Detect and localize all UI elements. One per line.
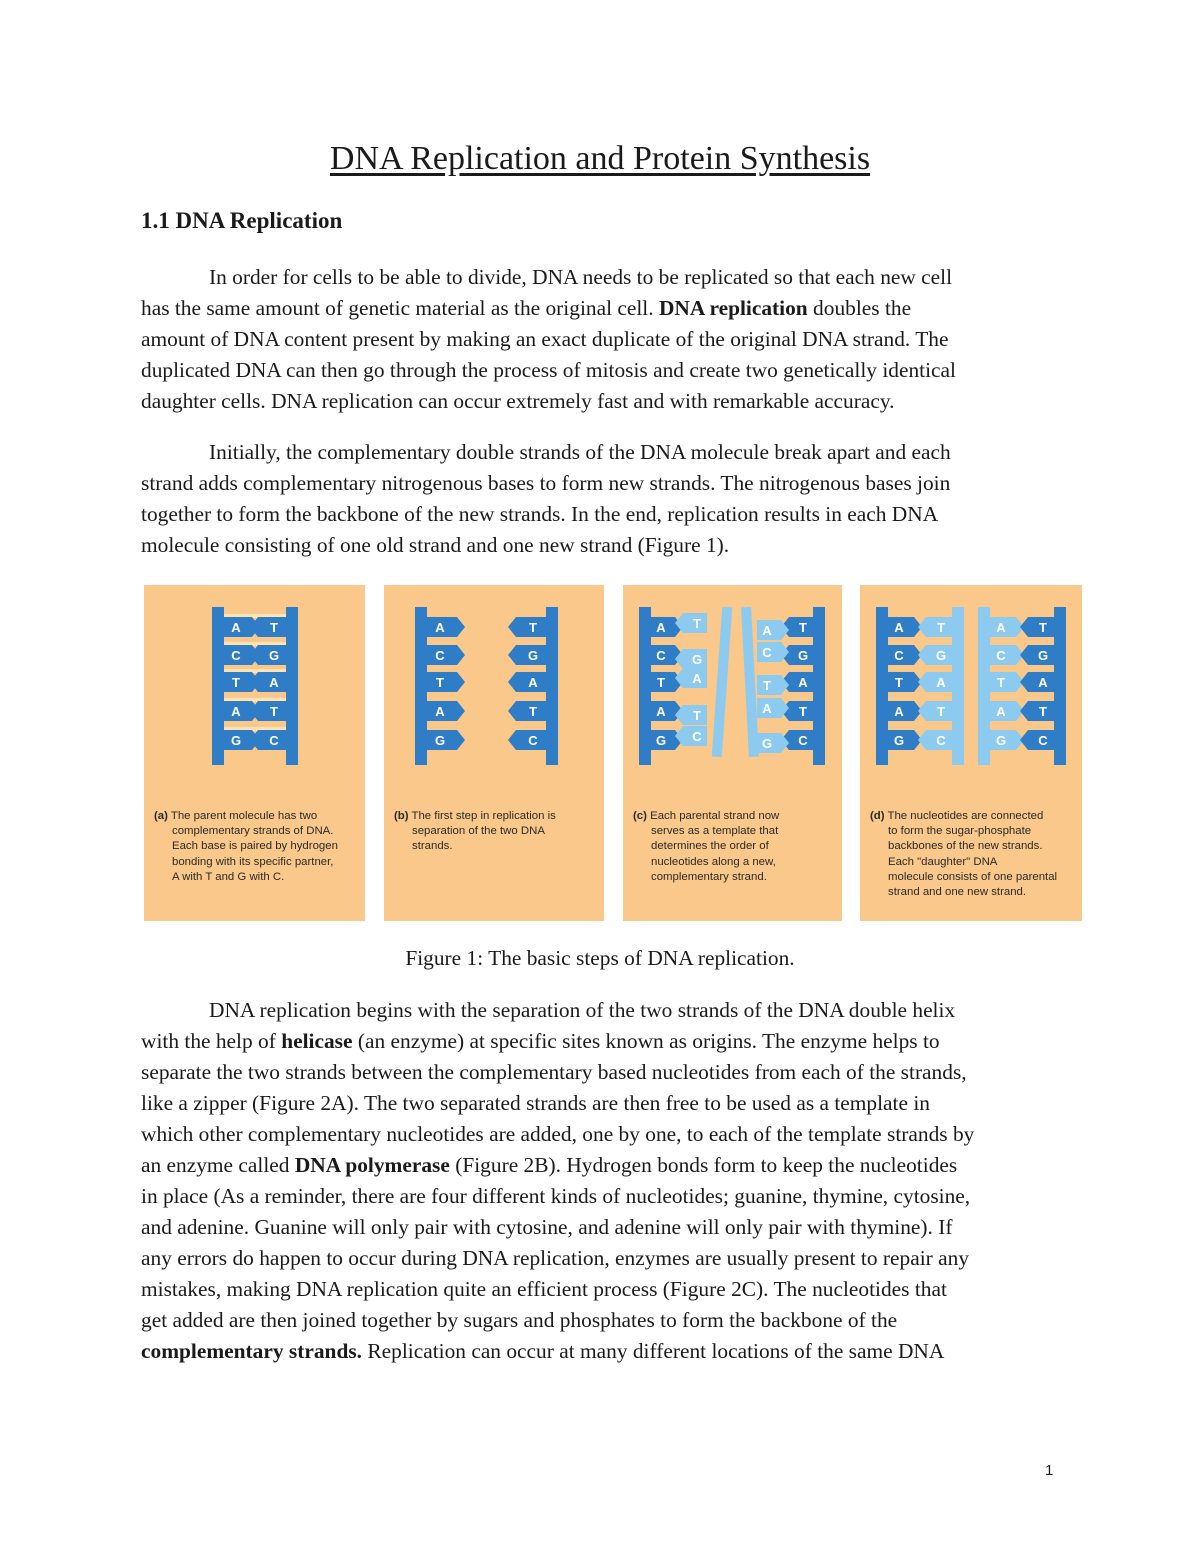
new-nucleotide-label: G [995,733,1007,748]
base-right [508,672,546,692]
text-line: duplicated DNA can then go through the process of mitosis and create two genetically identical [141,358,956,382]
text-line: get added are then joined together by sugars and phosphates to form the backbone of the [141,1308,898,1332]
base-right-label: A [1038,675,1048,690]
new-nucleotide-label: A [996,704,1006,719]
base-right-label: G [797,648,809,663]
base-right-label: T [799,620,807,635]
new-nucleotide-label: A [996,620,1006,635]
base-right-label: C [528,733,538,748]
parent-strand-right [546,607,558,765]
base-left-label: C [231,648,241,663]
base-right-label: A [798,675,808,690]
base-right-label: A [528,675,538,690]
base-right [250,730,286,750]
text-line: mistakes, making DNA replication quite an efficient process (Figure 2C). The nucleotides that [141,1277,947,1301]
base-left [888,701,922,721]
new-nucleotide [918,730,952,750]
base-left-label: G [230,733,242,748]
base-right-label: C [269,733,279,748]
base-right-label: T [1039,704,1047,719]
new-nucleotide-label: A [762,623,772,638]
new-nucleotide [918,672,952,692]
base-left-label: C [894,648,904,663]
base-right-label: T [270,704,278,719]
base-right [1020,672,1054,692]
new-nucleotide [918,701,952,721]
base-left [427,645,465,665]
base-right [1020,617,1054,637]
new-nucleotide-label: T [693,616,701,631]
text-line: separate the two strands between the complementary based nucleotides from each of the strands, [141,1060,967,1084]
base-right [508,617,546,637]
bold-term: DNA polymerase [294,1153,450,1177]
parent-strand-left [212,607,224,765]
base-left-label: A [231,620,241,635]
parent-strand-left [415,607,427,765]
new-strand-forming [741,607,759,757]
base-left [427,617,465,637]
text-line: In order for cells to be able to divide, DNA needs to be replicated so that each new cell [209,265,953,289]
page-number: 1 [1045,1462,1054,1479]
paragraph-3 [141,995,1071,1367]
base-left-label: T [436,675,444,690]
text-line: molecule consisting of one old strand and one new strand (Figure 1). [141,533,730,557]
figure-panel-a [144,585,365,921]
base-left-label: T [232,675,240,690]
base-left-label: G [655,733,667,748]
paragraph-2 [141,437,1071,561]
base-left-label: A [894,704,904,719]
figure-panel-b [384,585,604,921]
section-heading: 1.1 DNA Replication [141,208,343,233]
base-left-label: G [434,733,446,748]
base-left-label: C [656,648,666,663]
base-right-label: A [269,675,279,690]
base-left [427,730,465,750]
base-right [508,701,546,721]
parent-strand-left [639,607,651,765]
new-nucleotide-label: C [692,729,702,744]
new-nucleotide [918,617,952,637]
new-nucleotide-label: G [761,736,773,751]
text-line: together to form the backbone of the new strands. In the end, replication results in each DNA [141,502,939,526]
text-line: amount of DNA content present by making an exact duplicate of the original DNA strand. The [141,327,949,351]
parent-strand-right [1054,607,1066,765]
new-nucleotide-label: T [763,678,771,693]
base-right-label: T [1039,620,1047,635]
text-line: Initially, the complementary double strands of the DNA molecule break apart and each [209,440,951,464]
new-strand-right [978,607,990,765]
new-nucleotide [990,672,1024,692]
new-nucleotide-label: A [936,675,946,690]
dna-diagram-b [384,585,604,809]
base-left-label: C [435,648,445,663]
caption-b: (b) The first step in replication is separation of the two DNA strands. [394,810,556,853]
page-title: DNA Replication and Protein Synthesis [329,140,871,177]
base-right [250,672,286,692]
new-nucleotide-label: G [935,648,947,663]
new-nucleotide-label: A [762,701,772,716]
new-nucleotide [990,701,1024,721]
base-left-label: A [656,704,666,719]
base-right-label: C [1038,733,1048,748]
base-left-label: T [657,675,665,690]
figure-panel-c [623,585,842,921]
base-left [888,645,922,665]
text-line: and adenine. Guanine will only pair with cytosine, and adenine will only pair with thymine). If [141,1215,953,1239]
new-nucleotide-label: T [693,708,701,723]
new-nucleotide-label: T [997,675,1005,690]
base-left [888,617,922,637]
bold-term: DNA replication [658,296,808,320]
base-right-label: T [529,620,537,635]
base-right-label: T [270,620,278,635]
dna-replication-figure [144,585,1082,921]
bold-term: complementary strands. [141,1339,363,1363]
base-left-label: A [435,620,445,635]
figure-panel-d [860,585,1082,921]
paragraph-1 [141,262,1071,417]
base-left [888,672,922,692]
dna-diagram-d [860,585,1082,809]
base-right [250,617,286,637]
parent-strand-left [876,607,888,765]
parent-strand-right [286,607,298,765]
base-right-label: G [1037,648,1049,663]
figure-caption: Figure 1: The basic steps of DNA replication. [405,946,795,970]
base-left-label: A [231,704,241,719]
base-left-label: A [435,704,445,719]
caption-c: (c) Each parental strand now serves as a template that determines the order of nucleotides along a new, complementary strand. [633,810,780,883]
caption-d: (d) The nucleotides are connected to form the sugar-phosphate backbones of the new strands. Each "daughter" DNA molecule consists of one parental strand and one new strand. [870,810,1058,899]
text-line: which other complementary nucleotides are added, one by one, to each of the template strands by [141,1122,975,1146]
new-nucleotide-label: T [937,704,945,719]
base-right [1020,701,1054,721]
new-nucleotide-label: A [692,671,702,686]
text-line: DNA replication begins with the separation of the two strands of the DNA double helix [209,998,956,1022]
caption-a: (a) The parent molecule has two complementary strands of DNA. Each base is paired by hydrogen bonding with its specific partner, A with T and G with C. [154,810,338,883]
base-left [427,672,465,692]
text-line: daughter cells. DNA replication can occur extremely fast and with remarkable accuracy. [141,389,895,413]
new-nucleotide-label: T [937,620,945,635]
dna-diagram-a [144,585,365,809]
text-line: an enzyme called DNA polymerase (Figure 2B). Hydrogen bonds form to keep the nucleotides [141,1153,958,1177]
base-left-label: T [895,675,903,690]
bold-term: helicase [281,1029,353,1053]
text-line: has the same amount of genetic material as the original cell. DNA replication doubles the [141,296,912,320]
new-nucleotide [990,617,1024,637]
new-strand-left [952,607,964,765]
base-right-label: G [527,648,539,663]
base-right [1020,730,1054,750]
base-left-label: G [893,733,905,748]
base-left-label: A [656,620,666,635]
base-left [427,701,465,721]
base-right-label: T [529,704,537,719]
new-nucleotide-label: C [936,733,946,748]
base-right [508,730,546,750]
text-line: in place (As a reminder, there are four different kinds of nucleotides; guanine, thymine, cytosine, [141,1184,971,1208]
base-right-label: C [798,733,808,748]
new-nucleotide-label: C [996,648,1006,663]
base-right-label: T [799,704,807,719]
base-left-label: A [894,620,904,635]
text-line: any errors do happen to occur during DNA replication, enzymes are usually present to repair any [141,1246,970,1270]
dna-diagram-c [623,585,842,809]
new-nucleotide-label: G [691,652,703,667]
text-line: like a zipper (Figure 2A). The two separated strands are then free to be used as a template in [141,1091,930,1115]
new-nucleotide-label: C [762,645,772,660]
text-line: with the help of helicase (an enzyme) at specific sites known as origins. The enzyme helps to [141,1029,940,1053]
new-strand-forming [712,607,732,757]
base-right [250,701,286,721]
new-nucleotide [990,645,1024,665]
text-line: strand adds complementary nitrogenous bases to form new strands. The nitrogenous bases join [141,471,951,495]
parent-strand-right [813,607,825,765]
base-right-label: G [268,648,280,663]
text-line: complementary strands. Replication can occur at many different locations of the same DNA [141,1339,945,1363]
